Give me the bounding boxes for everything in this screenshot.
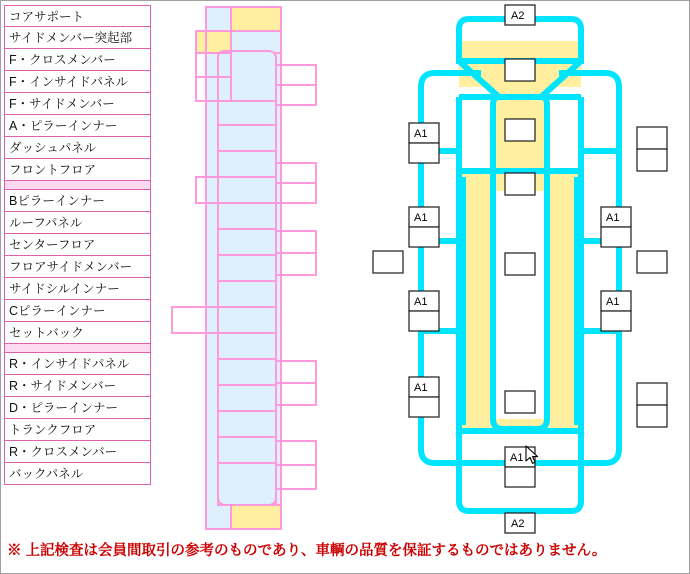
legend-item[interactable] (4, 27, 151, 49)
legend-item[interactable] (4, 137, 151, 159)
legend-item-label: F・サイドメンバー (9, 97, 115, 111)
legend-item[interactable] (4, 71, 151, 93)
legend-item-label: F・インサイドパネル (9, 75, 129, 89)
marker-a2-bottom-label: A2 (511, 518, 525, 530)
legend-item-label: セットバック (9, 326, 84, 340)
marker-a1-left-3-label: A1 (414, 296, 428, 308)
legend-item[interactable] (4, 463, 151, 485)
disclaimer-notice: ※ 上記検査は会員間取引の参考のものであり、車輌の品質を保証するものではありません。 (7, 543, 607, 559)
marker-a1-left-2-label: A1 (414, 212, 428, 224)
legend-item[interactable] (4, 212, 151, 234)
legend-item-label: フロアサイドメンバー (9, 260, 133, 274)
legend-item[interactable] (4, 397, 151, 419)
legend-item-label: センターフロア (9, 238, 96, 252)
legend-item-label: Bピラーインナー (9, 194, 105, 208)
marker-a1-bottom-label: A1 (510, 452, 524, 464)
legend-item-label: R・サイドメンバー (9, 379, 117, 393)
legend-item[interactable] (4, 419, 151, 441)
legend-item[interactable] (4, 375, 151, 397)
legend-item[interactable] (4, 159, 151, 181)
legend-item-label: R・クロスメンバー (9, 445, 118, 459)
legend-item[interactable] (4, 256, 151, 278)
legend-item-label: サイドメンバー突起部 (9, 31, 133, 45)
marker-a1-right-2-label: A1 (606, 296, 620, 308)
side-view-body (172, 7, 316, 529)
parts-legend-list (4, 5, 151, 485)
top-view-body (373, 5, 667, 533)
legend-item[interactable] (4, 49, 151, 71)
vehicle-top-view-diagram (351, 1, 689, 541)
marker-a2-bottom (505, 513, 535, 533)
legend-item[interactable] (4, 115, 151, 137)
marker-a1-left-4-label: A1 (414, 382, 428, 394)
legend-group-separator (4, 181, 151, 190)
legend-item[interactable] (4, 300, 151, 322)
marker-a1-left-4 (409, 377, 439, 417)
legend-item[interactable] (4, 190, 151, 212)
legend-item[interactable] (4, 441, 151, 463)
legend-item-label: ダッシュパネル (9, 141, 97, 155)
marker-a1-left-1-label: A1 (414, 128, 428, 140)
marker-a1-right-1-label: A1 (606, 212, 620, 224)
legend-item-label: A・ピラーインナー (9, 119, 118, 133)
legend-item[interactable] (4, 278, 151, 300)
legend-item-label: コアサポート (9, 10, 85, 24)
legend-item-label: R・インサイドパネル (9, 357, 130, 371)
legend-item-label: F・クロスメンバー (9, 53, 116, 67)
marker-a1-right-2 (601, 291, 631, 331)
marker-a2-top-label: A2 (511, 10, 525, 22)
legend-item-label: ルーフパネル (9, 216, 83, 230)
legend-item-label: Cピラーインナー (9, 304, 106, 318)
legend-item[interactable] (4, 5, 151, 27)
marker-a1-left-2 (409, 207, 439, 247)
legend-item-label: トランクフロア (9, 423, 97, 437)
legend-item[interactable] (4, 93, 151, 115)
legend-group-separator (4, 344, 151, 353)
marker-a1-left-1 (409, 123, 439, 163)
legend-item-label: D・ピラーインナー (9, 401, 119, 415)
legend-item[interactable] (4, 234, 151, 256)
marker-a2-top (505, 5, 535, 25)
vehicle-side-view-diagram (156, 1, 356, 535)
legend-item-label: フロントフロア (9, 163, 97, 177)
legend-item-label: バックパネル (9, 467, 84, 481)
legend-item[interactable] (4, 322, 151, 344)
marker-a1-left-3 (409, 291, 439, 331)
marker-a1-right-1 (601, 207, 631, 247)
legend-item[interactable] (4, 353, 151, 375)
legend-item-label: サイドシルインナー (9, 282, 120, 296)
marker-a1-bottom (505, 447, 535, 487)
